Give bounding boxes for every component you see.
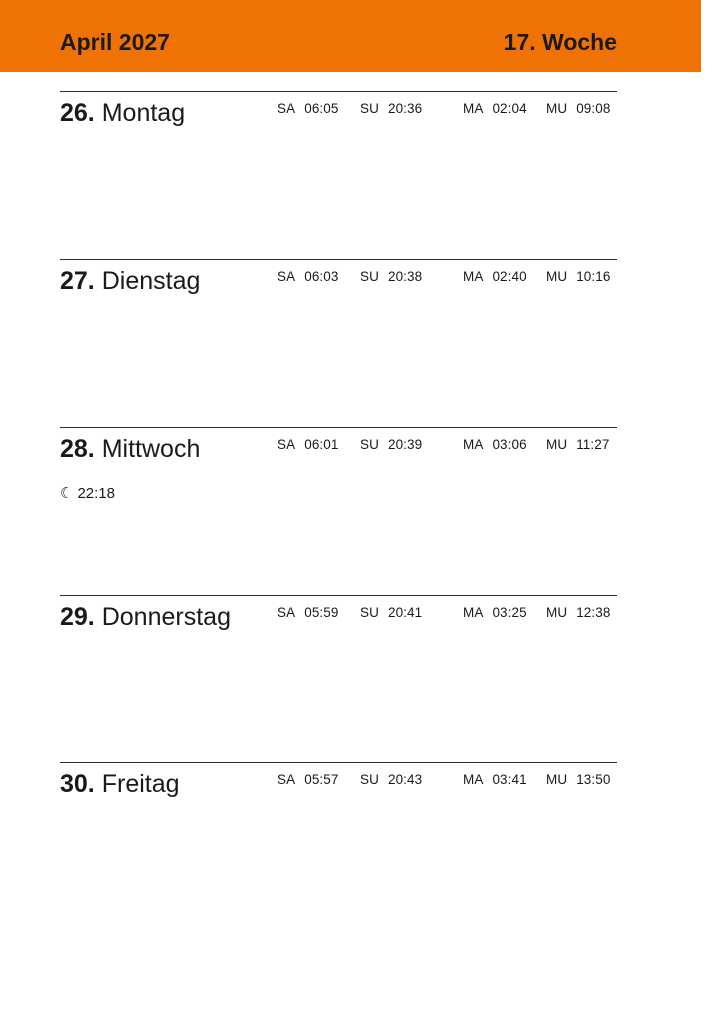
moonset-value: 13:50 [576,772,611,787]
day-divider [60,595,617,596]
moonrise-label: MA [463,269,484,284]
day-entry-tuesday [60,259,617,419]
moonset-value: 09:08 [576,101,611,116]
sunrise-label: SA [277,269,296,284]
moonset-value: 11:27 [576,437,610,452]
moonset-time [546,269,611,284]
moonrise-value: 02:04 [492,101,527,116]
moonrise-label: MA [463,605,484,620]
moonrise-time [463,605,527,620]
sunrise-value: 06:01 [304,437,339,452]
day-name: Mittwoch [101,435,201,463]
day-entry-thursday [60,595,617,755]
day-name: Freitag [101,770,180,798]
sunset-label: SU [360,437,379,452]
sunset-value: 20:39 [387,437,423,452]
sunrise-label: SA [277,605,296,620]
sunset-value: 20:43 [387,772,423,787]
moonset-label: MU [546,437,568,452]
sunset-label: SU [360,101,379,116]
moonset-time [546,437,609,452]
moonrise-value: 03:25 [492,605,527,620]
moon-phase-time: 22:18 [77,485,115,502]
sunrise-time [277,269,339,284]
moonrise-value: 03:41 [492,772,527,787]
week-title: 17. Woche [503,29,617,55]
sunset-time [360,772,422,787]
sunset-label: SU [360,605,379,620]
day-name: Donnerstag [101,603,231,631]
waning-crescent-moon-icon: ☾ [60,485,74,502]
sunrise-value: 06:03 [304,269,339,284]
moonrise-time [463,101,527,116]
day-number: 29. [60,603,95,631]
day-number: 27. [60,267,95,295]
sunset-label: SU [360,269,379,284]
sunset-label: SU [360,772,379,787]
sunset-time [360,101,422,116]
day-title [60,436,200,464]
sunset-value: 20:36 [387,101,423,116]
moonset-time [546,772,611,787]
moonset-label: MU [546,605,568,620]
sunrise-value: 05:59 [304,605,339,620]
moonset-label: MU [546,772,568,787]
header-bar [0,0,701,72]
sunrise-time [277,772,339,787]
sunrise-label: SA [277,101,296,116]
day-divider [60,427,617,428]
sunset-value: 20:41 [387,605,423,620]
moon-phase-note [60,484,115,502]
sunrise-time [277,605,339,620]
moonset-label: MU [546,101,568,116]
month-title: April 2027 [60,29,170,55]
day-title [60,604,231,632]
day-title [60,268,200,296]
sunset-time [360,437,422,452]
day-number: 30. [60,770,95,798]
sunrise-label: SA [277,772,296,787]
sunset-value: 20:38 [387,269,423,284]
day-divider [60,762,617,763]
sunrise-label: SA [277,437,296,452]
moonrise-time [463,437,527,452]
sunrise-value: 06:05 [304,101,339,116]
moonrise-time [463,772,527,787]
moonrise-label: MA [463,101,484,116]
moonrise-value: 02:40 [492,269,527,284]
day-number: 28. [60,435,95,463]
day-number: 26. [60,99,95,127]
moonset-label: MU [546,269,568,284]
moonset-time [546,605,611,620]
moonrise-value: 03:06 [492,437,527,452]
day-name: Montag [101,99,186,127]
day-name: Dienstag [101,267,201,295]
day-entry-wednesday [60,427,617,587]
sunset-time [360,269,422,284]
day-title [60,771,180,799]
day-entry-friday [60,762,617,922]
moonrise-label: MA [463,437,484,452]
moonset-value: 10:16 [576,269,611,284]
day-divider [60,259,617,260]
day-entry-monday [60,91,617,251]
sunrise-time [277,101,339,116]
sunset-time [360,605,422,620]
day-divider [60,91,617,92]
sunrise-time [277,437,339,452]
moonset-time [546,101,611,116]
day-title [60,100,185,128]
moonrise-time [463,269,527,284]
moonset-value: 12:38 [576,605,611,620]
sunrise-value: 05:57 [304,772,339,787]
moonrise-label: MA [463,772,484,787]
